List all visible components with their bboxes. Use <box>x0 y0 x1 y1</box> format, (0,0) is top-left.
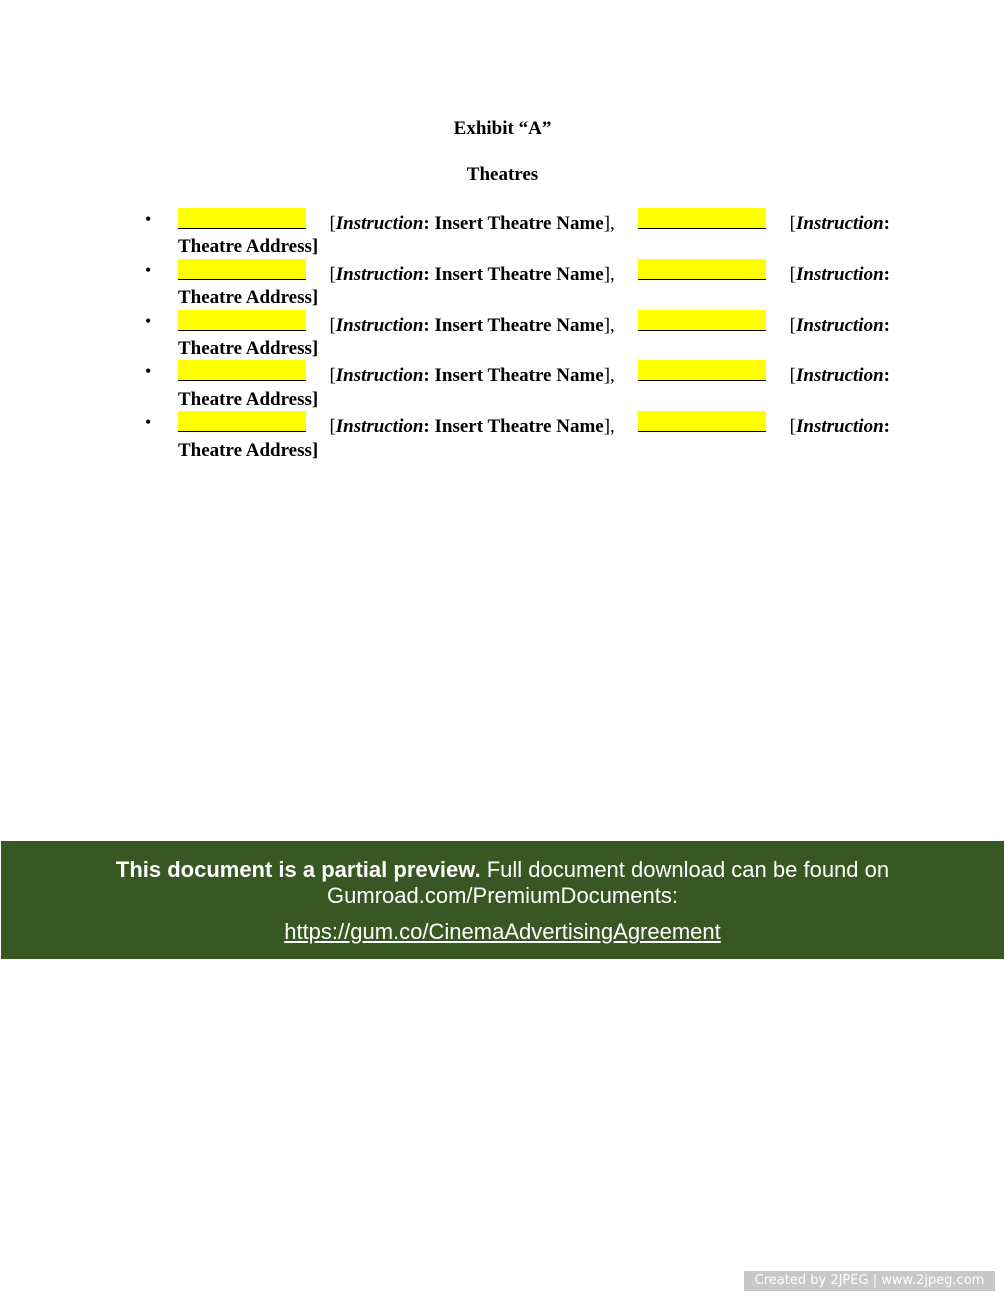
theatre-name-blank <box>178 259 306 280</box>
theatre-name-blank <box>178 310 306 331</box>
theatre-name-blank <box>178 360 306 381</box>
bullet-icon: • <box>145 209 152 229</box>
theatre-address-label: Theatre Address] <box>178 236 319 258</box>
bullet-icon: • <box>145 361 152 382</box>
download-link[interactable]: https://gum.co/CinemaAdvertisingAgreement <box>284 919 721 944</box>
theatre-name-blank <box>178 208 306 229</box>
exhibit-title: Exhibit “A” <box>453 118 552 139</box>
theatre-address-blank <box>638 259 766 280</box>
list-item <box>140 310 890 361</box>
theatre-address-instruction: [Instruction: <box>789 213 890 234</box>
theatre-name-instruction: [Instruction: Insert Theatre Name], <box>329 213 615 234</box>
bullet-icon: • <box>145 259 152 280</box>
section-title: Theatres <box>466 164 539 185</box>
theatre-address-instruction: [Instruction: <box>789 416 890 438</box>
theatre-name-blank <box>178 411 306 432</box>
banner-message <box>1 857 1004 909</box>
banner-text: Full document download can be found on Gumroad.com/PremiumDocuments: <box>327 857 890 908</box>
theatre-address-blank <box>638 411 766 432</box>
list-item <box>140 411 890 462</box>
bullet-icon: • <box>145 412 152 433</box>
list-item <box>140 360 890 411</box>
list-item <box>140 259 890 310</box>
theatre-address-blank <box>638 310 766 331</box>
theatre-address-label: Theatre Address] <box>178 388 319 410</box>
theatre-address-blank <box>638 208 766 229</box>
watermark: Created by 2JPEG | www.2jpeg.com <box>744 1271 995 1291</box>
theatre-address-label: Theatre Address] <box>178 338 319 360</box>
theatre-address-label: Theatre Address] <box>178 287 319 309</box>
theatre-address-blank <box>638 360 766 381</box>
theatre-name-instruction: [Instruction: Insert Theatre Name], <box>329 263 615 285</box>
theatre-name-instruction: [Instruction: Insert Theatre Name], <box>329 365 615 387</box>
list-item <box>140 208 890 259</box>
theatre-address-instruction: [Instruction: <box>789 314 890 336</box>
theatre-address-label: Theatre Address] <box>178 439 319 461</box>
theatre-name-instruction: [Instruction: Insert Theatre Name], <box>329 314 615 336</box>
bullet-icon: • <box>145 310 152 331</box>
theatre-name-instruction: [Instruction: Insert Theatre Name], <box>329 416 615 438</box>
theatre-address-instruction: [Instruction: <box>789 263 890 285</box>
theatre-list <box>140 208 890 462</box>
theatre-address-instruction: [Instruction: <box>789 365 890 387</box>
banner-bold-text: This document is a partial preview. <box>115 857 481 882</box>
preview-banner <box>1 841 1004 959</box>
